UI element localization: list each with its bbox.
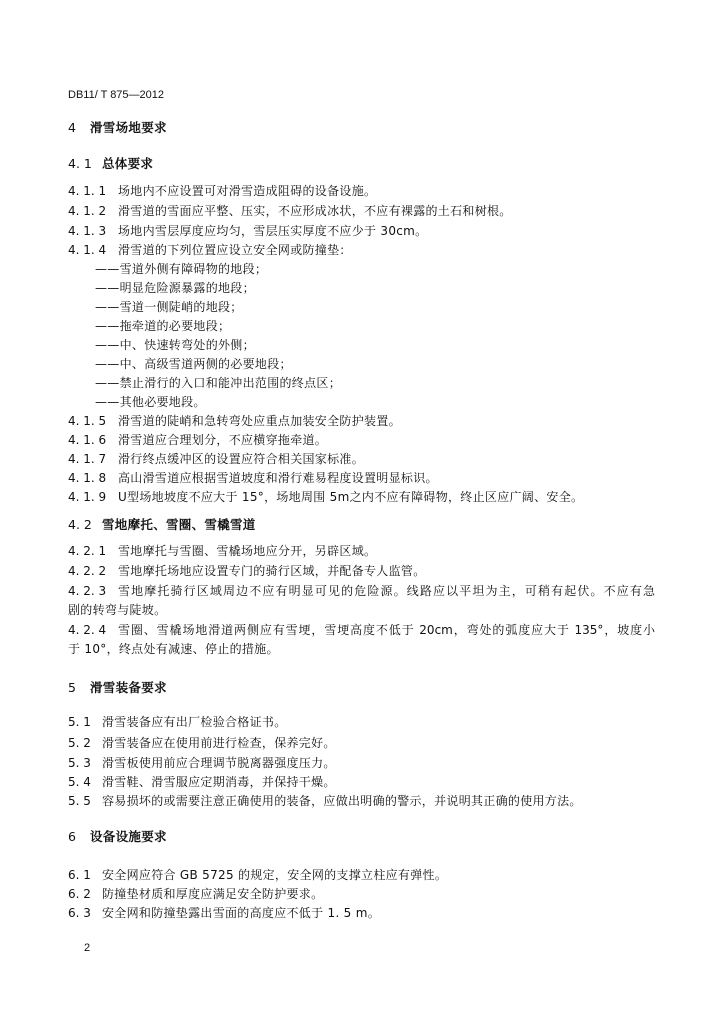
subsection-title: 雪地摩托、雪圈、雪橇雪道 <box>102 517 256 532</box>
clause-text: 滑雪道应合理划分，不应横穿拖牵道。 <box>118 433 328 447</box>
clause-text: 容易损坏的或需要注意正确使用的装备，应做出明确的警示，并说明其正确的使用方法。 <box>102 794 582 808</box>
clause-text: 滑雪道的雪面应平整、压实，不应形成冰状，不应有裸露的土石和树根。 <box>118 204 512 218</box>
list-item: ——中、快速转弯处的外侧； <box>95 338 255 352</box>
section-title: 滑雪场地要求 <box>90 120 167 135</box>
list-item: ——禁止滑行的入口和能冲出范围的终点区； <box>95 376 342 390</box>
clause-number: 4. 1. 5 <box>68 414 107 428</box>
list-item: ——明显危险源暴露的地段； <box>95 281 255 295</box>
clause-number: 5. 2 <box>68 736 91 750</box>
clause-number: 4. 1. 8 <box>68 471 107 485</box>
clause-number: 4. 1. 7 <box>68 452 107 466</box>
section-number: 5 <box>68 680 76 695</box>
clause-text: U型场地坡度不应大于 15°，场地周围 5m之内不应有障碍物，终止区应广阔、安全。 <box>118 490 584 504</box>
clause-text: 雪地摩托场地应设置专门的骑行区域，并配备专人监管。 <box>118 564 426 578</box>
clause-number: 4. 1. 2 <box>68 204 107 218</box>
section-number: 4 <box>68 120 76 135</box>
section-title: 滑雪装备要求 <box>90 680 167 695</box>
subsection-number: 4. 1 <box>68 156 92 171</box>
subsection-number: 4. 2 <box>68 517 92 532</box>
clause-number: 6. 3 <box>68 906 91 920</box>
subsection-title: 总体要求 <box>102 156 154 171</box>
section-title: 设备设施要求 <box>90 829 167 844</box>
clause-text: 滑雪道的陡峭和急转弯处应重点加装安全防护装置。 <box>118 414 401 428</box>
clause-text: 滑雪鞋、滑雪服应定期消毒，并保持干燥。 <box>102 775 336 789</box>
list-item: ——雪道外侧有障碍物的地段； <box>95 262 268 276</box>
clause-number: 5. 1 <box>68 715 91 729</box>
clause-number: 4. 2. 1 <box>68 544 107 558</box>
clause-text-line: 雪地摩托骑行区域周边不应有明显可见的危险源。线路应以平坦为主，可稍有起伏。不应有急 <box>118 584 655 598</box>
clause-number: 4. 1. 9 <box>68 490 107 504</box>
clause-text: 雪地摩托与雪圈、雪橇场地应分开，另辟区域。 <box>118 544 377 558</box>
clause-text: 滑雪道的下列位置应设立安全网或防撞垫： <box>118 243 352 257</box>
clause-number: 4. 2. 2 <box>68 564 107 578</box>
clause-number: 6. 1 <box>68 868 91 882</box>
standard-code: DB11/ T 875—2012 <box>68 89 165 101</box>
section-number: 6 <box>68 829 76 844</box>
clause-number: 5. 4 <box>68 775 91 789</box>
list-item: ——其他必要地段。 <box>95 395 206 409</box>
clause-text: 安全网应符合 GB 5725 的规定，安全网的支撑立柱应有弹性。 <box>102 868 448 882</box>
clause-text: 高山滑雪道应根据雪道坡度和滑行难易程度设置明显标识。 <box>118 471 438 485</box>
clause-text: 滑雪装备应在使用前进行检查，保养完好。 <box>102 736 336 750</box>
list-item: ——雪道一侧陡峭的地段； <box>95 300 243 314</box>
clause-number: 5. 5 <box>68 794 91 808</box>
page-number: 2 <box>84 942 91 954</box>
list-item: ——拖牵道的必要地段； <box>95 319 231 333</box>
clause-text: 滑雪板使用前应合理调节脱离器强度压力。 <box>102 756 336 770</box>
clause-text: 场地内雪层厚度应均匀，雪层压实厚度不应少于 30cm。 <box>118 224 428 238</box>
clause-text: 滑雪装备应有出厂检验合格证书。 <box>102 715 287 729</box>
clause-number: 4. 1. 6 <box>68 433 107 447</box>
clause-number: 4. 1. 4 <box>68 243 107 257</box>
list-item: ——中、高级雪道两侧的必要地段； <box>95 357 292 371</box>
clause-text-continuation: 剧的转弯与陡坡。 <box>68 603 167 617</box>
clause-text: 防撞垫材质和厚度应满足安全防护要求。 <box>102 887 324 901</box>
clause-number: 4. 2. 4 <box>68 623 107 637</box>
clause-number: 4. 2. 3 <box>68 584 107 598</box>
clause-number: 5. 3 <box>68 756 91 770</box>
clause-number: 4. 1. 1 <box>68 184 107 198</box>
clause-number: 6. 2 <box>68 887 91 901</box>
clause-number: 4. 1. 3 <box>68 224 107 238</box>
clause-text-line: 雪圈、雪橇场地滑道两侧应有雪埂，雪埂高度不低于 20cm，弯处的弧度应大于 135°，坡度小 <box>118 623 655 637</box>
clause-text-continuation: 于 10°，终点处有减速、停止的措施。 <box>68 642 279 656</box>
clause-text: 安全网和防撞垫露出雪面的高度应不低于 1. 5 m。 <box>102 906 381 920</box>
clause-text: 滑行终点缓冲区的设置应符合相关国家标准。 <box>118 452 365 466</box>
clause-text: 场地内不应设置可对滑雪造成阻碍的设备设施。 <box>118 184 377 198</box>
